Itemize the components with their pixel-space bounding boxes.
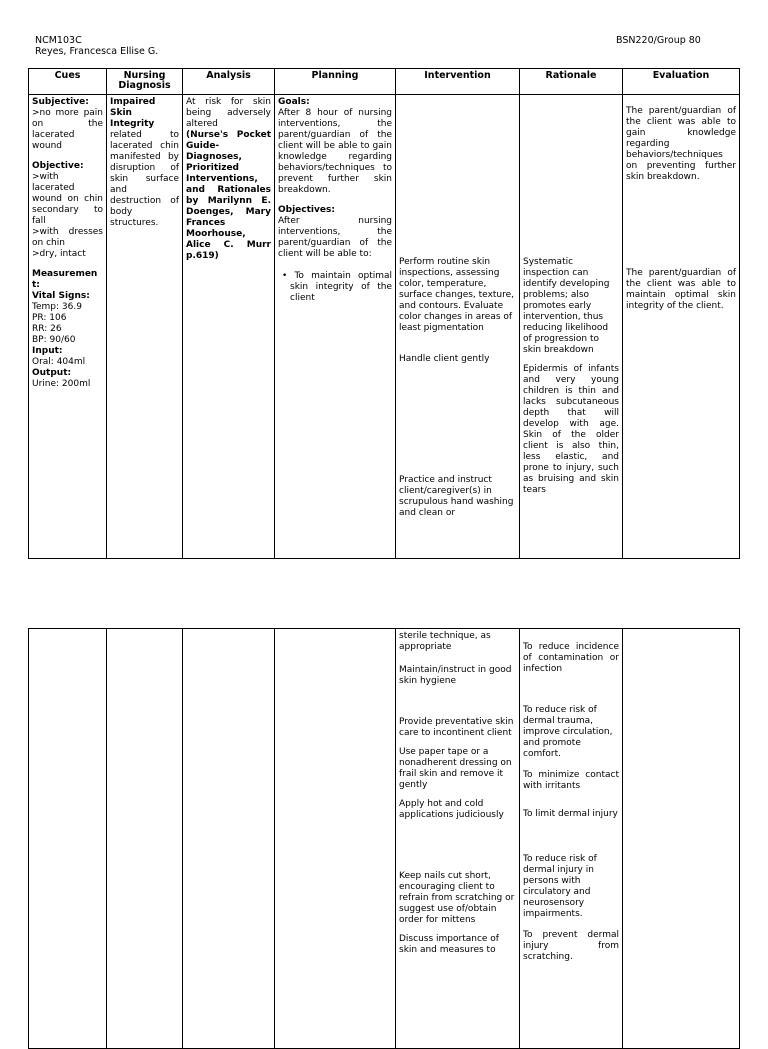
intervention-item: Practice and instruct client/caregiver(s) in scrupulous hand washing and clean or	[399, 475, 514, 518]
vital-rr: RR: 26	[32, 324, 62, 334]
intervention-item: Maintain/instruct in good skin hygiene	[399, 665, 512, 686]
measurement-label: Measurement:	[32, 269, 98, 290]
subjective-label: Subjective:	[32, 97, 89, 107]
rationale-item: To minimize contact with irritants	[523, 770, 619, 791]
goals-text: After 8 hour of nursing interventions, the parent/guardian of the client will be able to gain knowledge regarding behaviors/techniques to prevent further skin breakdown.	[278, 108, 392, 195]
content-row	[29, 95, 740, 559]
rationale-cell	[520, 95, 623, 559]
analysis-cell-empty	[183, 629, 275, 1049]
output-value: Urine: 200ml	[32, 379, 91, 389]
vital-bp: BP: 90/60	[32, 335, 76, 345]
vital-temp: Temp: 36.9	[32, 302, 82, 312]
vitals-label: Vital Signs:	[32, 291, 90, 301]
rationale-item: Epidermis of infants and very young children is thin and lacks subcutaneous depth that will develop with age. Skin of the older client is also thin, less elastic, and prone to injury, such as bruising and skin tears	[523, 364, 619, 495]
rationale-item: To limit dermal injury	[523, 809, 618, 819]
care-plan-table-page1	[28, 68, 740, 559]
objectives-label: Objectives:	[278, 205, 335, 215]
diagnosis-title: Impaired Skin Integrity	[110, 97, 156, 129]
diagnosis-cell	[107, 95, 183, 559]
col-cues: Cues	[29, 69, 107, 95]
intervention-cell	[396, 95, 520, 559]
diagnosis-text: related to lacerated chin manifested by disruption of skin surface and destruction of body structures.	[110, 130, 179, 228]
col-rationale: Rationale	[520, 69, 623, 95]
input-label: Input:	[32, 346, 63, 356]
objective-item: >with lacerated wound on chin secondary to fall	[32, 172, 103, 226]
section-group: BSN220/Group 80	[616, 35, 701, 46]
rationale-item: To reduce risk of dermal trauma, improve circulation, and promote comfort.	[523, 705, 613, 759]
intervention-item: sterile technique, as appropriate	[399, 631, 491, 652]
evaluation-item: The parent/guardian of the client was able to maintain optimal skin integrity of the client.	[626, 268, 736, 311]
cues-cell	[29, 95, 107, 559]
rationale-item: To reduce risk of dermal injury in persons with circulatory and neurosensory impairments.	[523, 854, 597, 919]
col-intervention: Intervention	[396, 69, 520, 95]
intervention-item: Handle client gently	[399, 354, 490, 364]
evaluation-item: The parent/guardian of the client was able to gain knowledge regarding behaviors/techniques on preventing further skin breakdown.	[626, 106, 736, 182]
course-code: NCM103C	[35, 35, 82, 46]
rationale-cell-continued	[520, 629, 623, 1049]
evaluation-cell-empty	[623, 629, 740, 1049]
header-row	[29, 69, 740, 95]
intervention-item: Provide preventative skin care to incontinent client	[399, 717, 514, 738]
col-analysis: Analysis	[183, 69, 275, 95]
objective-bullet-text: To maintain optimal skin integrity of the client	[290, 271, 393, 303]
goals-label: Goals:	[278, 97, 310, 107]
output-label: Output:	[32, 368, 72, 378]
vital-pr: PR: 106	[32, 313, 67, 323]
intervention-item: Keep nails cut short, encouraging client to refrain from scratching or suggest use of/obtain order for mittens	[399, 871, 515, 925]
planning-cell-empty	[275, 629, 396, 1049]
col-diagnosis: Nursing Diagnosis	[107, 69, 183, 95]
rationale-item: To reduce incidence of contamination or infection	[523, 642, 619, 674]
objectives-text: After nursing interventions, the parent/guardian of the client will be able to:	[278, 216, 392, 259]
objective-label: Objective:	[32, 161, 84, 171]
intervention-item: Apply hot and cold applications judiciously	[399, 799, 504, 820]
analysis-cell	[183, 95, 275, 559]
cues-cell-empty	[29, 629, 107, 1049]
objective-item: >dry, intact	[32, 249, 86, 259]
analysis-text: At risk for skin being adversely altered	[186, 97, 271, 129]
objective-bullet: • To maintain optimal skin integrity of the client	[282, 271, 393, 303]
subjective-text: >no more pain on the lacerated wound	[32, 108, 103, 151]
intervention-item: Discuss importance of skin and measures to	[399, 934, 499, 955]
rationale-item: To prevent dermal injury from scratching.	[523, 930, 619, 962]
planning-cell	[275, 95, 396, 559]
care-plan-table-page2	[28, 628, 740, 1049]
objective-item: >with dresses on chin	[32, 227, 103, 248]
intervention-item: Perform routine skin inspections, assessing color, temperature, surface changes, texture, and contours. Evaluate color changes in areas of least pigmentation	[399, 257, 515, 333]
col-planning: Planning	[275, 69, 396, 95]
content-row-continued	[29, 629, 740, 1049]
student-name: Reyes, Francesca Ellise G.	[35, 46, 159, 57]
analysis-reference: (Nurse's Pocket Guide-Diagnoses, Prioritized Interventions, and Rationales by Marilynn E. Doenges, Mary Frances Moorhouse, Alice C. Murr p.619)	[186, 130, 271, 261]
rationale-item: Systematic inspection can identify developing problems; also promotes early intervention, thus reducing likelihood of progression to skin breakdown	[523, 257, 610, 355]
diagnosis-cell-empty	[107, 629, 183, 1049]
intervention-item: Use paper tape or a nonadherent dressing on frail skin and remove it gently	[399, 747, 512, 790]
col-evaluation: Evaluation	[623, 69, 740, 95]
intervention-cell-continued	[396, 629, 520, 1049]
input-value: Oral: 404ml	[32, 357, 86, 367]
evaluation-cell	[623, 95, 740, 559]
